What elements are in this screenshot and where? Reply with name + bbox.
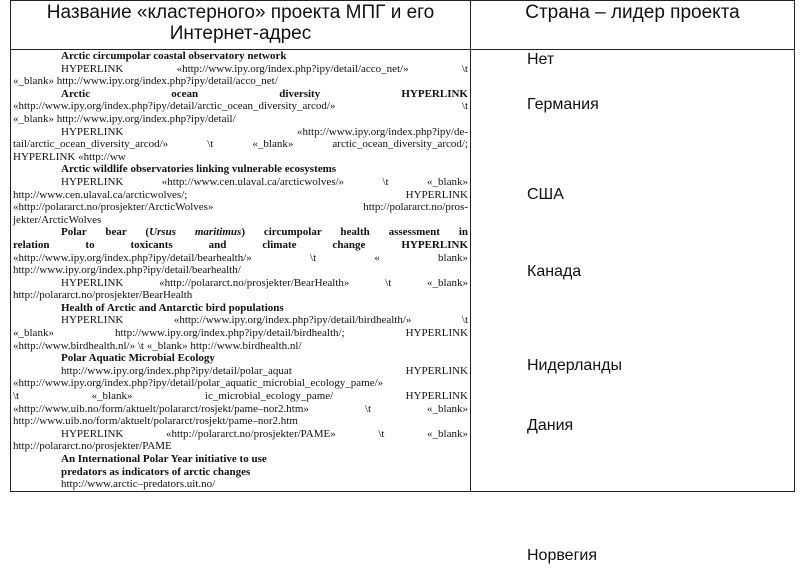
countries-cell [471,50,795,492]
project-title-part: ) circumpolar health assessment in [241,226,468,239]
header-project-name: Название «кластерного» проекта МПГ и его Интернет-адрес [11,1,471,50]
project-title [13,226,468,239]
project-title: An International Polar Year initiative to use [61,453,267,465]
project-link-line: jekter/ArcticWolves [13,213,102,226]
project-link-line: http://www.cen.ulaval.ca/arcticwolves/; HYPERLINK [13,188,468,201]
project-title: Polar Aquatic Microbial Ecology [61,352,215,365]
project-link-line: HYPERLINK «http://ww [13,150,126,163]
project-link-line: HYPERLINK «http://www.ipy.org/index.php?ipy/detail/birdhealth/» \t [61,314,468,327]
table-row [11,50,795,492]
project-link-line: «http://www.ipy.org/index.php?ipy/detail/arctic_ocean_diversity_arcod/» \t [13,100,468,113]
table-header-row [11,1,795,50]
project-title-part: Polar bear ( [61,226,150,239]
project-link-line: «http://www.ipy.org/index.php?ipy/detail/bearhealth/» \t « blank» [13,251,468,264]
country-label: Нет [527,51,555,68]
project-link-line: http://polararct.no/prosjekter/BearHealth [13,289,193,302]
project-link-line: HYPERLINK «http://www.ipy.org/index.php?ipy/de- [61,125,468,138]
projects-table [10,0,795,492]
project-link-line: «http://www.uib.no/form/aktuelt/polararct/rosjekt/pame–nor2.htm» \t «_blank» [13,402,468,415]
project-link-line: «_blank» http://www.ipy.org/index.php?ipy/detail/birdhealth/; HYPERLINK [13,327,468,340]
project-link-line: «http://polararct.no/prosjekter/ArcticWolves» http://polararct.no/pros- [13,201,468,214]
project-link-line: «http://www.birdhealth.nl/» \t «_blank» http://www.birdhealth.nl/ [13,339,302,352]
project-title: Arctic wildlife observatories linking vulnerable ecosystems [61,163,337,176]
project-title: Arctic circumpolar coastal observatory network [61,50,287,62]
project-link-line: http://www.arctic–predators.uit.no/ [61,478,216,491]
country-label: Нидерланды [527,357,622,374]
project-link-line: «http://www.ipy.org/index.php?ipy/detail/polar_aquatic_microbial_ecology_pame/» [13,377,384,390]
project-link-line: HYPERLINK «http://www.cen.ulaval.ca/arcticwolves/» \t «_blank» [61,175,468,188]
country-label: Германия [527,96,599,113]
project-link-line: tail/arctic_ocean_diversity_arcod/» \t «_blank» arctic_ocean_diversity_arcod/; [13,138,468,151]
country-label: Дания [527,417,574,434]
project-link-line: http://www.uib.no/form/aktuelt/polararct/rosjekt/pame–nor2.htm [13,415,298,428]
project-title-species: Ursus maritimus [149,226,242,239]
project-title: predators as indicators of arctic changes [61,465,251,478]
project-link-line: http://www.ipy.org/index.php?ipy/detail/bearhealth/ [13,264,241,277]
country-label: Канада [527,263,582,280]
project-link-line: HYPERLINK «http://polararct.no/prosjekter/BearHealth» \t «_blank» [61,276,468,289]
project-link-line: «_blank» http://www.ipy.org/index.php?ipy/detail/acco_net/ [13,75,278,88]
project-title: Arctic ocean diversity HYPERLINK [61,87,468,100]
project-link-line: http://polararct.no/prosjekter/PAME [13,440,172,453]
project-link-line: relation to toxicants and climate change HYPERLINK [13,238,468,251]
project-link-line: \t «_blank» ic_microbial_ecology_pame/ HYPERLINK [13,390,468,403]
country-label: Норвегия [527,547,598,564]
project-link-line: «_blank» http://www.ipy.org/index.php?ipy/detail/ [13,112,236,125]
project-link-line: HYPERLINK «http://www.ipy.org/index.php?ipy/detail/acco_net/» \t [61,62,468,75]
project-title: Health of Arctic and Antarctic bird populations [61,301,284,314]
project-link-line: HYPERLINK «http://polararct.no/prosjekter/PAME» \t «_blank» [61,427,468,440]
country-label: США [527,186,564,203]
project-link-line: http://www.ipy.org/index.php?ipy/detail/polar_aquat HYPERLINK [61,364,468,377]
projects-cell [11,50,471,492]
header-lead-country: Страна – лидер проекта [471,1,795,50]
